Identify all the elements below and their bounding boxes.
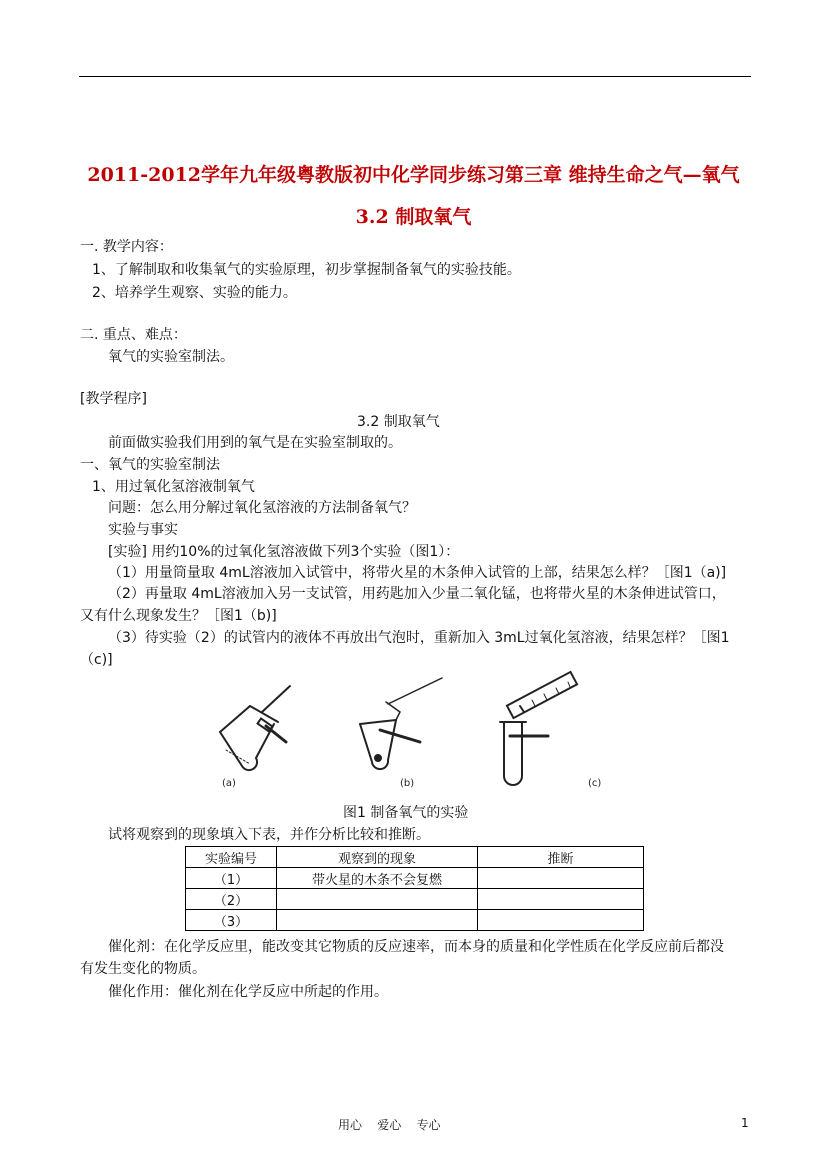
page-number: 1 <box>741 1116 749 1130</box>
procedure-label: [教学程序] <box>80 391 147 407</box>
figure-label-a: (a) <box>222 778 236 789</box>
figure-label-b: (b) <box>400 778 415 789</box>
test-tube-a-icon <box>220 686 290 770</box>
table-cell: （3） <box>186 910 277 931</box>
step1-text: （1）用量筒量取 4mL溶液加入试管中，将带火星的木条伸入试管的上部，结果怎么样？［图1（a)] <box>108 565 727 581</box>
section1-item-1: 1、了解制取和收集氧气的实验原理，初步掌握制备氧气的实验技能。 <box>92 262 521 278</box>
procedure-intro: 前面做实验我们用到的氧气是在实验室制取的。 <box>108 435 402 451</box>
step2-text-line2: 又有什么现象发生？［图1（b)] <box>80 608 277 624</box>
table-row <box>186 910 644 931</box>
facts-label: 实验与事实 <box>108 522 178 538</box>
table-cell: （2） <box>186 889 277 910</box>
document-subtitle: 3.2 制取氧气 <box>355 206 472 228</box>
table-intro: 试将观察到的现象填入下表，并作分析比较和推断。 <box>108 827 430 843</box>
table-cell <box>277 889 478 910</box>
step3-text-line2: （c)] <box>80 652 113 668</box>
procedure-center-title: 3.2 制取氧气 <box>357 414 440 430</box>
table-header-cell: 推断 <box>478 847 644 868</box>
figure-caption: 图1 制备氧气的实验 <box>343 805 469 821</box>
section2-text: 氧气的实验室制法。 <box>108 349 234 365</box>
table-header-cell: 实验编号 <box>186 847 277 868</box>
step3-text-line1: （3）待实验（2）的试管内的液体不再放出气泡时，重新加入 3mL过氧化氢溶液，结果怎样？［图1 <box>108 630 730 646</box>
experiment-text: [实验] 用约10%的过氧化氢溶液做下列3个实验（图1）： <box>108 544 460 560</box>
table-header-row <box>186 847 644 868</box>
figure-label-c: (c) <box>588 778 602 789</box>
catalyst-definition-line2: 有发生变化的物质。 <box>80 961 206 977</box>
table-cell <box>277 910 478 931</box>
table-row <box>186 868 644 889</box>
section1-item-2: 2、培养学生观察、实验的能力。 <box>92 285 297 301</box>
table-cell <box>478 868 644 889</box>
table-cell: 带火星的木条不会复燃 <box>277 868 478 889</box>
part1-heading: 一、氧气的实验室制法 <box>80 457 220 473</box>
table-header-cell: 观察到的现象 <box>277 847 478 868</box>
header-rule <box>79 76 751 77</box>
section1-heading: 一. 教学内容： <box>80 239 173 255</box>
table-row <box>186 889 644 910</box>
catalysis-definition: 催化作用：催化剂在化学反应中所起的作用。 <box>108 984 388 1000</box>
footer-motto: 用心 爱心 专心 <box>338 1118 441 1132</box>
experiment-figure <box>210 664 620 794</box>
table-cell: （1） <box>186 868 277 889</box>
table-cell <box>478 910 644 931</box>
step2-text-line1: （2）再量取 4mL溶液加入另一支试管，用药匙加入少量二氧化锰，也将带火星的木条伸进试管口， <box>108 586 726 602</box>
sub1-heading: 1、用过氧化氢溶液制氧气 <box>92 479 255 495</box>
table-cell <box>478 889 644 910</box>
observation-table <box>185 846 644 931</box>
question-text: 问题：怎么用分解过氧化氢溶液的方法制备氧气？ <box>108 500 416 516</box>
document-title: 2011-2012学年九年级粤教版初中化学同步练习第三章 维持生命之气—氧气 <box>87 164 740 186</box>
test-tube-c-icon <box>500 672 577 785</box>
catalyst-definition-line1: 催化剂：在化学反应里，能改变其它物质的反应速率，而本身的质量和化学性质在化学反应前后都没 <box>108 939 724 955</box>
section2-heading: 二. 重点、难点： <box>80 327 187 343</box>
test-tube-b-icon <box>360 678 442 769</box>
